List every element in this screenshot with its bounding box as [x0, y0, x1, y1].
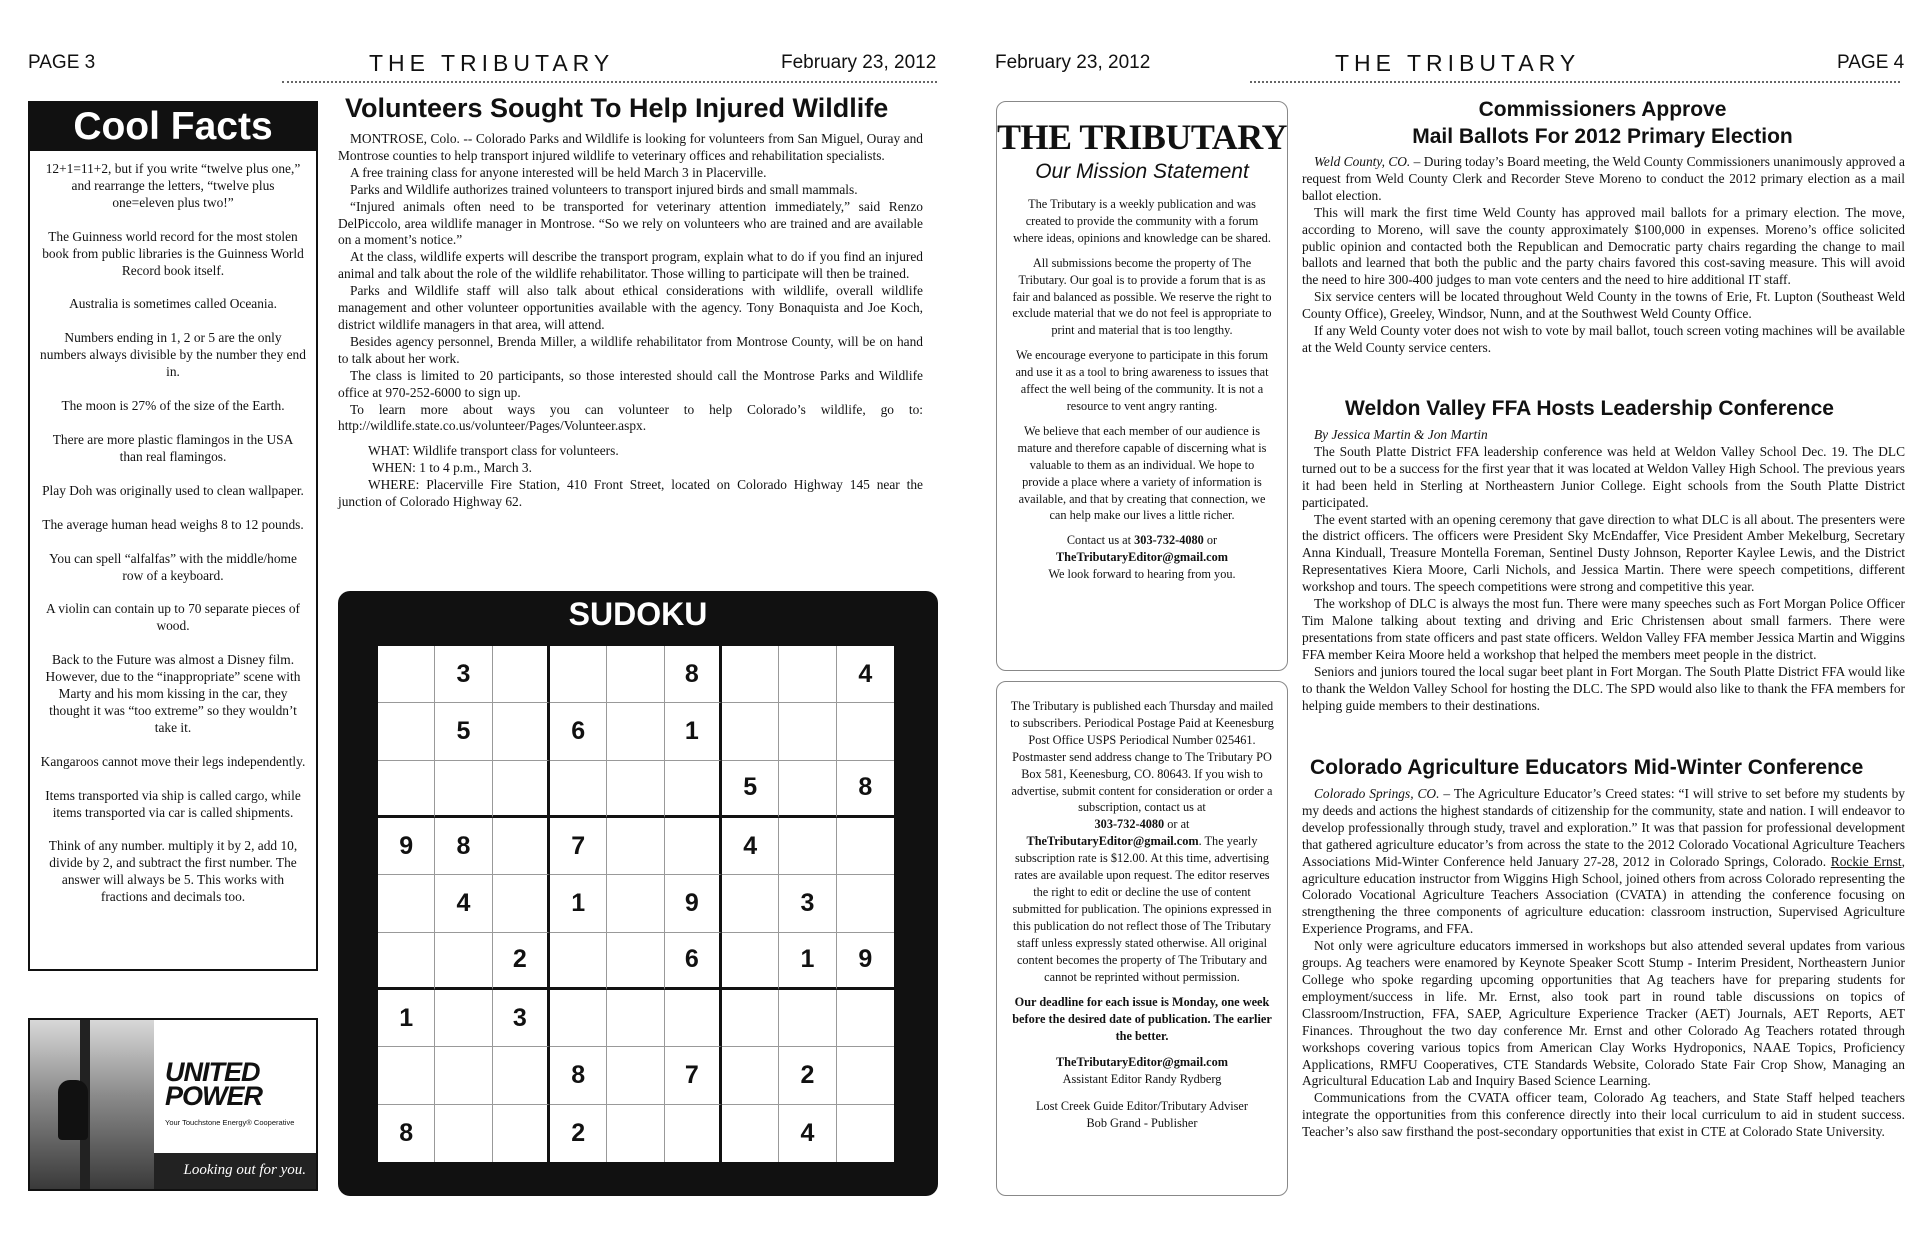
sudoku-cell: 8	[550, 1047, 607, 1104]
article-paragraph	[1302, 154, 1905, 205]
sudoku-cell: 3	[435, 646, 492, 703]
sudoku-cell	[722, 646, 779, 703]
article-paragraph: To learn more about ways you can volunteer to help Colorado’s wildlife, go to: http://wildlife.state.co.us/volunteer/Pages/Volunteer.aspx.	[338, 401, 923, 434]
sudoku-cell	[550, 761, 607, 818]
brand-line-1: UNITED	[165, 1057, 260, 1087]
fact-item: Numbers ending in 1, 2 or 5 are the only numbers always divisible by the number they end in.	[40, 330, 306, 380]
sudoku-cell: 4	[779, 1105, 836, 1162]
sudoku-cell: 7	[550, 818, 607, 875]
article-paragraph: Communications from the CVATA officer team, Colorado Ag teachers, and State Staff helped teachers integrate the opportunities from this conference directly into their local curriculum to aid in student success. Teacher’s also saw firsthand the post-secondary opportunities that exist in CTE at Colorado State University.	[1302, 1090, 1905, 1140]
sudoku-cell: 8	[435, 818, 492, 875]
publication-text: The Tributary is published each Thursday and mailed to subscribers. Periodical Postage Paid at Keenesburg Post Office USPS Periodical Number 025461. Postmaster send address change to The Tributary PO Box 581, Keenesburg, CO. 80643. If you wish to advertise, submit content for consideration or order a subscription, contact us at	[1010, 699, 1274, 815]
sudoku-cell: 3	[779, 875, 836, 932]
sudoku-cell	[493, 875, 550, 932]
sudoku-puzzle	[338, 591, 938, 1196]
sudoku-cell	[779, 818, 836, 875]
sudoku-cell	[722, 933, 779, 990]
commissioners-headline	[1290, 96, 1915, 150]
logo-tributary: TRIBUTARY	[1079, 117, 1287, 157]
sudoku-cell: 1	[550, 875, 607, 932]
fact-item: 12+1=11+2, but if you write “twelve plus one,” and rearrange the letters, “twelve plus one=eleven plus two!”	[45, 161, 301, 210]
page-number-left: PAGE 3	[28, 52, 96, 73]
sudoku-cell: 1	[378, 990, 435, 1047]
sudoku-cell	[607, 761, 664, 818]
sudoku-cell	[550, 646, 607, 703]
sudoku-cell	[435, 990, 492, 1047]
sudoku-cell	[607, 990, 664, 1047]
article-paragraph: The workshop of DLC is always the most fun. There were many speeches such as Fort Morgan Police Officer Tim Malone talking about texting and driving and Eric Christensen about small farmers. There were presentations from state officers and past state officers. Weldon Valley FFA member Jessica Martin and Wiggins FFA member Keira Moore held a workshop that helped the members meet people in the district.	[1302, 596, 1905, 662]
cool-facts-box	[28, 101, 318, 971]
sudoku-cell: 9	[837, 933, 894, 990]
sudoku-cell	[493, 1047, 550, 1104]
publisher: Bob Grand - Publisher	[1086, 1115, 1198, 1130]
sudoku-cell: 1	[779, 933, 836, 990]
cool-facts-heading: Cool Facts	[30, 103, 316, 151]
sudoku-cell	[837, 703, 894, 760]
article-paragraph: This will mark the first time Weld County has approved mail ballots for a primary election. The move, according to Moreno, will save the county approximately $100,000 in expenses. Moreno’s office solicited public opinion and contacted both the Republican and Democratic party chairs regarding the change to mail ballots and learned that both the public and the party chairs favored this cost-saving measure. This will avoid the need to hire 300-400 judges to man vote centers and the need to hire additional IT staff.	[1302, 204, 1905, 288]
fact-item: A violin can contain up to 70 separate pieces of wood.	[46, 601, 300, 634]
sudoku-cell	[550, 990, 607, 1047]
sudoku-cell	[837, 1105, 894, 1162]
cool-facts-list	[30, 151, 316, 906]
sudoku-cell	[607, 646, 664, 703]
sudoku-cell: 4	[837, 646, 894, 703]
united-power-logo	[165, 1057, 315, 1111]
paragraph-text: – The Agriculture Educator’s Creed states: “I will strive to set before my students by my deeds and actions the highest standards of citizenship for the community, state and nation. I will endeavor to develop professionally through study, travel and exploration.” It was that passion for professional development that gathered agriculture educator’s from across the state to the 2012 Colorado Vocational Agriculture Teachers Associations Mid-Winter Conference held January 27-28, 2012 in Colorado Springs, Colorado.	[1302, 786, 1905, 869]
sudoku-cell: 5	[435, 703, 492, 760]
publication-deadline: Our deadline for each issue is Monday, one week before the desired date of publication. The earlier the better.	[1012, 995, 1272, 1044]
publication-or-at: or at	[1167, 817, 1190, 832]
article-paragraph: Parks and Wildlife staff will also talk about ethical considerations with wildlife, overall wildlife management and other volunteer opportunities available with the agency. Tony Bonaquista and Joe Koch, district wildlife managers in that area, will attend.	[338, 283, 923, 332]
sudoku-cell	[550, 933, 607, 990]
article-paragraph: Seniors and juniors toured the local sugar beet plant in Fort Morgan. The South Platte District FFA would like to thank the Weldon Valley School for hosting the DLC. The SPD would also like to thank the FFA members for helping guide members to their destinations.	[1302, 663, 1905, 713]
sudoku-cell	[378, 703, 435, 760]
mission-paragraph: We believe that each member of our audience is mature and therefore capable of discerning what is valuable to them as an individual. We hope to provide a place where a variety of information is available, and that by creating that connection, we can help make our lives a little richer.	[1017, 423, 1267, 523]
contact-closing: We look forward to hearing from you.	[1048, 567, 1236, 582]
sudoku-cell	[722, 875, 779, 932]
sudoku-cell	[378, 933, 435, 990]
sudoku-cell: 4	[435, 875, 492, 932]
page-4	[965, 0, 1920, 1242]
article-paragraph: Not only were agriculture educators immersed in workshops but also attended several updates from various groups. Ag teachers were enamored by Keynote Speaker Scott Stump - Interim President, Northeastern Junior College who spoke regarding upcoming opportunities that Ag teachers have for preparing students for employment/success in life. Mr. Ernst, also took part in round table discussions on topics of Classroom/Instruction, FFA, SAEP, Agriculture Experience Tracker (AET) Journals, AET Reports, AET Finances. Throughout the two day conference Mr. Ernst and other Colorado Ag Teachers rotated through workshops covering various topics from American Clay Works Hydroponics, NAAE Topics, Proficiency Applications, RMFU Cooperatives, CTE Standards Website, Colorado State Fair Crop Show, Managing an Agricultural Education Lab and Inquiry Based Science Learning.	[1302, 938, 1905, 1089]
sudoku-cell	[378, 761, 435, 818]
ffa-headline: Weldon Valley FFA Hosts Leadership Conference	[1345, 397, 1834, 420]
mission-subtitle: Our Mission Statement	[1035, 160, 1249, 183]
mission-paragraph: The Tributary is a weekly publication and was created to provide the community with a forum where ideas, opinions and knowledge can be shared.	[1013, 197, 1271, 245]
event-when: WHEN: 1 to 4 p.m., March 3.	[372, 460, 532, 476]
sudoku-cell: 4	[722, 818, 779, 875]
assistant-editor: Assistant Editor Randy Rydberg	[1062, 1072, 1222, 1087]
fact-item: The average human head weighs 8 to 12 pounds.	[42, 516, 304, 532]
sudoku-cell: 9	[665, 875, 722, 932]
article-paragraph: Parks and Wildlife authorizes trained volunteers to transport injured birds and small mammals.	[350, 181, 858, 197]
sudoku-cell	[722, 703, 779, 760]
sudoku-cell: 2	[550, 1105, 607, 1162]
mission-body	[997, 184, 1287, 524]
headline-line-2: Mail Ballots For 2012 Primary Election	[1412, 125, 1793, 148]
sudoku-cell	[722, 1047, 779, 1104]
sudoku-cell	[493, 1105, 550, 1162]
sudoku-cell	[607, 1105, 664, 1162]
article-paragraph: At the class, wildlife experts will describe the transport program, explain what to do if you find an injured animal and talk about the role of the wildlife rehabilitator. Those willing to participate will then be trained.	[338, 249, 923, 282]
sudoku-cell	[779, 761, 836, 818]
fact-item: Think of any number. multiply it by 2, add 10, divide by 2, and subtract the first number. The answer will always be 5. This works with fractions and decimals too.	[48, 838, 298, 905]
sudoku-cell	[435, 1047, 492, 1104]
article-paragraph: Besides agency personnel, Brenda Miller, a wildlife rehabilitator from Montrose County, will be on hand to talk about her work.	[338, 333, 923, 366]
fact-item: The moon is 27% of the size of the Earth.	[61, 398, 285, 414]
ad-tagline: Your Touchstone Energy® Cooperative	[165, 1118, 295, 1127]
contact-prefix: Contact us at	[1066, 533, 1132, 548]
mission-contact	[997, 532, 1287, 583]
byline: By Jessica Martin & Jon Martin	[1314, 427, 1488, 442]
page-number-right: PAGE 4	[1837, 52, 1905, 73]
article-paragraph: The class is limited to 20 participants, so those interested should call the Montrose Parks and Wildlife office at 970-252-6000 to sign up.	[338, 367, 923, 400]
sudoku-cell: 7	[665, 1047, 722, 1104]
publication-email[interactable]: TheTributaryEditor@gmail.com	[1026, 834, 1199, 849]
sudoku-cell	[837, 1047, 894, 1104]
sudoku-cell	[779, 646, 836, 703]
fact-item: You can spell “alfalfas” with the middle/home row of a keyboard.	[49, 550, 297, 583]
publication-body	[997, 682, 1287, 1132]
fact-item: There are more plastic flamingos in the USA than real flamingos.	[52, 431, 294, 464]
editor-email[interactable]: TheTributaryEditor@gmail.com	[1055, 1055, 1229, 1070]
contact-phone: 303-732-4080	[1134, 533, 1204, 548]
article-paragraph: The event started with an opening ceremony that gave direction to what DLC is all about. The presenters were the district officers. The officers were President Sky McEndaffer, Vice President Amber Mekelburg, Secretary Anna Kinduall, Treasure Montella Foreman, Sentinel Dusty Johnson, Reporter Kaylee Lewis, and the District Representatives Kiera Moore, Carli Nichols, and Jessica Martin. There were speech competitions, different workshop and tours. The speech competitions were strong and competitive this year.	[1302, 511, 1905, 595]
sudoku-cell	[837, 990, 894, 1047]
dateline: Colorado Springs, CO.	[1314, 786, 1440, 801]
sudoku-cell	[837, 875, 894, 932]
sudoku-cell: 8	[665, 646, 722, 703]
tributary-logo	[997, 116, 1287, 158]
article-paragraph: A free training class for anyone interested will be held March 3 in Placerville.	[350, 164, 767, 180]
sudoku-cell	[665, 761, 722, 818]
sudoku-cell	[378, 1047, 435, 1104]
event-where: WHERE: Placerville Fire Station, 410 Front Street, located on Colorado Highway 145 near the junction of Colorado Highway 62.	[338, 477, 923, 510]
sudoku-cell	[665, 818, 722, 875]
fact-item: Play Doh was originally used to clean wallpaper.	[42, 482, 304, 498]
masthead-title-right: THE TRIBUTARY	[1335, 50, 1581, 76]
article-paragraph: “Injured animals often need to be transported for veterinary attention immediately,” said Renzo DelPiccolo, area wildlife manager in Montrose. “So we rely on volunteers who are trained and are available on a moment’s notice.”	[338, 198, 923, 248]
paragraph-text: – During today’s Board meeting, the Weld County Commissioners unanimously approved a request from Weld County Clerk and Recorder Steve Moreno to conduct the 2012 primary election as a mail ballot election.	[1302, 154, 1905, 203]
brand-line-2: POWER	[165, 1081, 263, 1111]
sudoku-cell	[607, 875, 664, 932]
sudoku-cell	[722, 1105, 779, 1162]
sudoku-cell	[607, 933, 664, 990]
sudoku-cell	[435, 761, 492, 818]
publication-policy: The yearly subscription rate is $12.00. At this time, advertising rates are available upon request. The editor reserves the right to edit or decline the use of content submitted for publication. The opinions expressed in this publication do not reflect those of The Tributary staff unless expressly stated otherwise. All original content becomes the property of The Tributary and cannot be reprinted without permission.	[1012, 834, 1272, 984]
dateline: Weld County, CO.	[1314, 154, 1411, 169]
sudoku-cell	[607, 818, 664, 875]
sudoku-cell	[493, 703, 550, 760]
publication-phone: 303-732-4080	[1094, 817, 1165, 832]
header-rule-left	[282, 81, 937, 83]
sudoku-cell: 6	[550, 703, 607, 760]
sudoku-cell	[493, 646, 550, 703]
article-paragraph	[1302, 786, 1905, 938]
sudoku-cell	[779, 703, 836, 760]
tributary-adviser: Lost Creek Guide Editor/Tributary Adviser	[1036, 1098, 1248, 1113]
sudoku-cell: 3	[493, 990, 550, 1047]
publication-info-box	[996, 681, 1288, 1196]
sudoku-cell: 6	[665, 933, 722, 990]
lineman-photo	[30, 1020, 154, 1189]
ag-article	[1302, 786, 1905, 1141]
sudoku-cell	[435, 1105, 492, 1162]
sudoku-cell: 8	[837, 761, 894, 818]
logo-the: THE	[997, 117, 1072, 157]
mission-paragraph: We encourage everyone to participate in this forum and use it as a tool to bring awareness to issues that affect the well being of the community. It is not a resource to vent angry ranting.	[1015, 348, 1269, 413]
sudoku-cell	[665, 990, 722, 1047]
article-paragraph: MONTROSE, Colo. -- Colorado Parks and Wildlife is looking for volunteers from San Miguel, Ouray and Montrose counties to help transport injured wildlife to veterinary offices and rehabilitation specialists.	[338, 131, 923, 163]
article-paragraph: The South Platte District FFA leadership conference was held at Weldon Valley School Dec. 19. The DLC turned out to be a success for the first year that it was located at Weldon Valley High School. The previous years it had been held in Sterling at Northeastern Junior College. Eight schools from the South Platte District participated.	[1302, 443, 1905, 510]
sudoku-cell: 1	[665, 703, 722, 760]
ad-slogan: Looking out for you.	[154, 1153, 316, 1189]
sudoku-cell	[607, 703, 664, 760]
ag-headline: Colorado Agriculture Educators Mid-Winter Conference	[1310, 756, 1864, 779]
sudoku-cell: 9	[378, 818, 435, 875]
united-power-ad[interactable]	[28, 1018, 318, 1191]
masthead-title-left: THE TRIBUTARY	[369, 50, 615, 76]
headline-line-1: Commissioners Approve	[1478, 98, 1727, 121]
sudoku-cell	[722, 990, 779, 1047]
sudoku-cell	[378, 875, 435, 932]
sudoku-cell: 2	[779, 1047, 836, 1104]
fact-item: Back to the Future was almost a Disney film. However, due to the “inappropriate” scene with Marty and his mom kissing in the car, they thought it was “too extreme” so they wouldn’t take it.	[45, 652, 301, 735]
event-what: WHAT: Wildlife transport class for volunteers.	[368, 443, 619, 459]
fact-item: Kangaroos cannot move their legs independently.	[40, 753, 306, 769]
sudoku-cell	[493, 818, 550, 875]
mission-statement-box	[996, 101, 1288, 671]
page-3	[0, 0, 955, 1242]
article-paragraph: Six service centers will be located throughout Weld County in the towns of Erie, Ft. Lupton (Southeast Weld County Office), Greeley, Windsor, Nunn, and at the Southwest Weld County Office.	[1302, 289, 1905, 322]
sudoku-grid	[375, 643, 897, 1165]
volunteers-headline: Volunteers Sought To Help Injured Wildlife	[345, 93, 889, 123]
issue-date-right: February 23, 2012	[995, 52, 1151, 73]
lineman-silhouette	[58, 1080, 88, 1140]
article-paragraph: If any Weld County voter does not wish to vote by mail ballot, touch screen voting machines will be available at the Weld County service centers.	[1302, 323, 1905, 355]
volunteers-article	[338, 131, 923, 511]
commissioners-article	[1302, 154, 1905, 357]
sudoku-cell	[837, 818, 894, 875]
ffa-article	[1302, 427, 1905, 714]
paragraph-text: , agriculture education instructor from Wiggins High School, joined others from across Colorado representing the Colorado Vocational Agriculture Teachers Association (CVATA) in attending the conference focusing on strengthening the three components of agriculture education: classroom instruction, Supervised Agriculture Experience Programs, and FFA.	[1302, 853, 1905, 937]
fact-item: Australia is sometimes called Oceania.	[69, 296, 277, 312]
sudoku-cell	[779, 990, 836, 1047]
sudoku-cell	[665, 1105, 722, 1162]
sudoku-cell: 8	[378, 1105, 435, 1162]
fact-item: Items transported via ship is called cargo, while items transported via car is called shipments.	[45, 787, 301, 820]
person-name: Rockie Ernst	[1830, 853, 1902, 869]
sudoku-cell: 5	[722, 761, 779, 818]
sudoku-cell	[493, 761, 550, 818]
fact-item: The Guinness world record for the most stolen book from public libraries is the Guinness World Record book itself.	[42, 228, 304, 278]
publication-paragraph: The Tributary is published each Thursday and mailed to subscribers. Periodical Postage Paid at Keenesburg Post Office USPS Periodical Number 025461. Postmaster send address change to The Tributary PO Box 581, Keenesburg, CO. 80643. If you wish to advertise, submit content for consideration or order a subscription, contact us at 303-732-4080 or at TheTributaryEditor@gmail.com. The yearly subscription rate is $12.00. At this time, advertising rates are available upon request. The editor reserves the right to edit or decline the use of content submitted for publication. The opinions expressed in this publication do not reflect those of The Tributary staff unless expressly stated otherwise. All original content becomes the property of The Tributary and cannot be reprinted without permission.	[1010, 699, 1274, 984]
sudoku-title: SUDOKU	[568, 596, 708, 632]
sudoku-cell: 2	[493, 933, 550, 990]
mission-paragraph: All submissions become the property of The Tributary. Our goal is to provide a forum that is as fair and balanced as possible. We reserve the right to exclude material that we do not feel is appropriate to print and material that is too lengthy.	[1012, 255, 1272, 338]
issue-date-left: February 23, 2012	[781, 52, 937, 73]
contact-email[interactable]: TheTributaryEditor@gmail.com	[1055, 550, 1229, 565]
sudoku-cell	[435, 933, 492, 990]
header-rule-right	[1250, 81, 1900, 83]
contact-or: or	[1206, 533, 1218, 548]
sudoku-cell	[378, 646, 435, 703]
sudoku-cell	[607, 1047, 664, 1104]
